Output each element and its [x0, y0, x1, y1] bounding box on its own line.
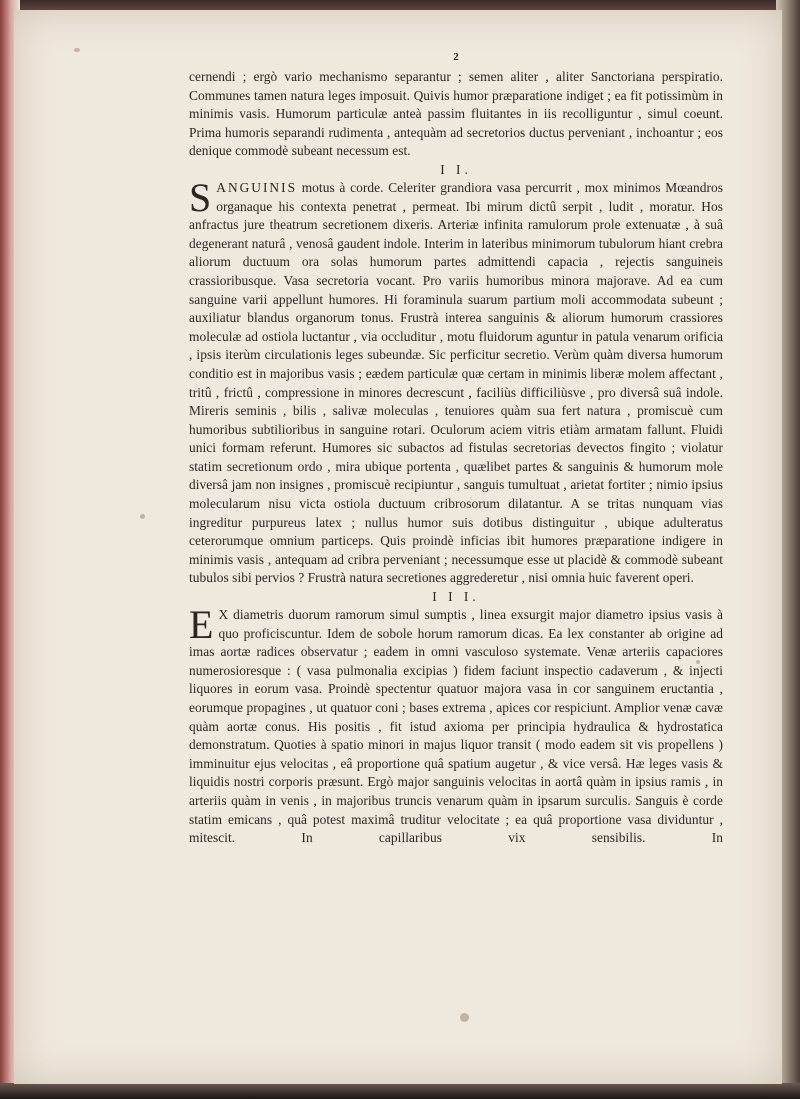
- book-bottom-edge: [0, 1083, 800, 1099]
- page-number: 2: [453, 51, 459, 63]
- page-text: [189, 50, 723, 848]
- scanned-page: [14, 10, 782, 1084]
- intro-paragraph: cernendi ; ergò vario mechanismo separantur ; semen aliter , aliter Sanctoriana perspiratio. Communes tamen natura leges imposuit. Quivis humor præparatione indiget ; ea fit potissimùm in minimis vasis. Humorum particulæ anteà passim fluitantes in iis recolliguntur , simul coeunt. Prima humoris separandi rudimenta , antequàm ad secretorios ductus perveniant , inchoantur ; eos denique commodè subeant necessum est.: [189, 69, 723, 159]
- section-heading-3: I I I.: [432, 589, 480, 605]
- section-2-text: motus à corde. Celeriter grandiora vasa percurrit , mox minimos Mœandros organaque his contexta penetrat , permeat. Ibi mirum dictû serpit , ludit , moratur. Hos anfractus jure theatrum secretionem dixeris. Arteriæ infinita ramulorum prole extenuatæ , à suâ degenerant naturâ , venosâ gaudent indole. Interim in lateribus minimorum tubulorum hiant crebra aliorum ductuum ora solas humorum partes admittendi capacia , rejectis sanguineis crassioribusque. Vasa secretoria vocant. Pro variis humoribus minora majorave. Ad ea cum sanguine varii appellunt humores. Hi foraminula suarum partium moli accommodata subeunt ; auxiliatur blandus organorum tonus. Frustrà interea sanguinis & aliorum humorum crassiores moleculæ ad ostiola luctantur , via occluditur , motu fluidorum aguntur in patula venarum orificia , ipsis iterùm circulationis leges subeundæ. Sic perficitur secretio. Verùm quàm diversa humorum conditio est in majoribus vasis ; eædem particulæ quæ certam in minimis liberæ molem affectant , tritû , frictû , compressione in minores decrescunt , faciliùs difficiliùsve , pro diversâ suâ indole. Mireris seminis , bilis , salivæ moleculas , tenuiores quàm sua fert natura , promiscuè cum humoribus subtilioribus in sanguine rotari. Oculorum aciem vitris etiàm armatam fallunt. Fluidi unici formam referunt. Humores sic subactos ad fistulas secretorias devectos fingito ; violatur statim secretionum ordo , mira ubique portenta , quælibet partes & sanguinis & humorum mole diversâ jam non insignes , promiscuè recipiuntur , sanguis tumultuat , arietat fortiter ; nimio ipsius molecularum nisu victa ostiola ductuum cribrosorum dilatantur. A se tritas nunquam vias ingreditur purpureus latex ; nullus humor suis dotibus distinguitur , ubique adulteratus ceterorumque omnium particeps. Quis proindè inficias ibit humores præparatione indigere in minimis vasis , antequam ad cribra perveniant ; necessumque esse ut placidè & commodè subeant tubulos sibi pervios ? Frustrà natura secretiones aggrederetur , nisi omnia huic faverent operi.: [189, 179, 723, 586]
- section-3-paragraph: [189, 602, 723, 848]
- section-heading-2: I I.: [440, 161, 472, 177]
- ink-spot: [74, 48, 80, 52]
- section-3-text: X diametris duorum ramorum simul sumptis , linea exsurgit major diametro ipsius vasis à quo proficiscuntur. Idem de sobole horum ramorum dicas. Ea lex constanter ab origine ad imas aortæ radices observatur ; eadem in omni vasculoso systemate. Venæ arteriis capaciores numerosioresque : ( vasa pulmonalia excipias ) fidem faciunt inspectio cadaverum , & injecti liquores in eorum vasa. Proindè spectentur quatuor majora vasa in cor sanguinem eructantia , eorumque propagines , ut quatuor coni ; bases extrema , apices cor respiciunt. Amplior venæ cavæ quàm aortæ conus. His positis , fit istud axioma per principia hydraulica & hydrostatica demonstratum. Quoties à spatio minori in majus liquor transit ( modo eadem sit vis propellens ) imminuitur ejus velocitas , eâ proportione quâ spatium augetur , & vice versâ. Hæ leges vasis & liquidis nostri corporis præsunt. Ergò major sanguinis velocitas in aortâ quàm in ipsius ramis , in arteriis quàm in venis , in majoribus truncis venarum quàm in ipsarum surculis. Sanguis è corde statim emicans , quâ potest maximâ truditur velocitate ; ea quâ proportione vasa dividuntur , mitescit. In capillaribus vix sensibilis. In: [189, 607, 723, 846]
- lead-word: ANGUINIS: [216, 179, 298, 195]
- section-2-paragraph: [189, 174, 723, 588]
- drop-cap-s: S: [189, 174, 212, 220]
- ink-spot: [460, 1013, 469, 1022]
- ink-spot: [140, 514, 145, 519]
- drop-cap-e: E: [189, 602, 214, 648]
